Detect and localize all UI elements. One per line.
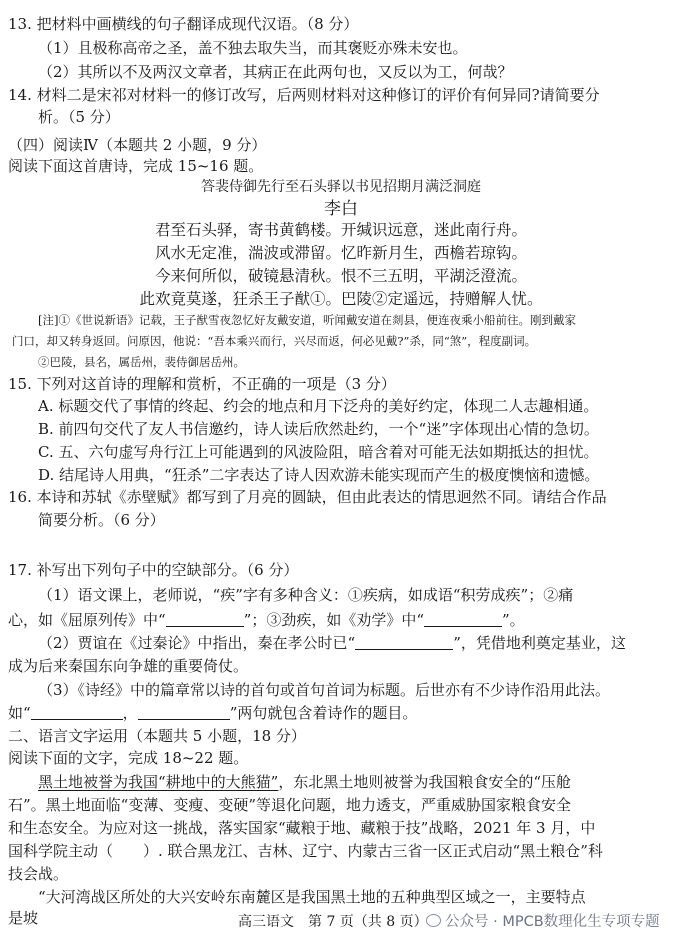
poem-line: 今来何所似，破镜悬清秋。恨不三五明，平湖泛澄流。 [154, 267, 527, 285]
q17-item-3-cont: 如“ ， ”两句就包含着诗作的题目。 [8, 704, 418, 722]
q13-item-2: （2）其所以不及两汉文章者，其病正在此两句也，又反以为工，何哉？ [38, 63, 513, 81]
q14-prompt-cont: 析。（5 分） [38, 108, 120, 126]
q13-prompt: 13. 把材料中画横线的句子翻译成现代汉语。（8 分） [8, 15, 359, 33]
poem-note: 门口，却又转身返回。问原因，他说：“吾本乘兴而行，兴尽而返，何必见戴?”杀，同“煞”，程度副词。 [12, 334, 537, 348]
answer-blank[interactable] [138, 704, 230, 720]
section-four-heading: （四）阅读Ⅳ（本题共 2 小题，9 分） [8, 136, 267, 154]
poem-note: [注]①《世说新语》记载，王子猷雪夜忽忆好友戴安道，听闻戴安道在剡县，便连夜乘小船前往。刚到戴家 [38, 313, 576, 327]
passage-line: “大河湾战区所处的大兴安岭东南麓区是我国黑土地的五种典型区域之一，主要特点 [38, 888, 586, 906]
passage-line: 和生态安全。为应对这一挑战，落实国家“藏粮于地、藏粮于技”战略，2021 年 3 月，中 [8, 819, 596, 837]
q13-item-1: （1）且极称高帝之圣，盖不独去取失当，而其褒贬亦殊未安也。 [38, 39, 468, 57]
q14-prompt: 14. 材料二是宋祁对材料一的修订改写，后两则材料对这种修订的评价有何异同?请简要分 [8, 86, 600, 104]
poem-author: 李白 [324, 199, 358, 219]
q15-option-d: D. 结尾诗人用典，“狂杀”二字表达了诗人因欢游未能实现而产生的极度懊恼和遗憾。 [38, 466, 600, 484]
wechat-icon [426, 914, 441, 927]
q16-prompt: 16. 本诗和苏轼《赤壁赋》都写到了月亮的圆缺，但由此表达的情思迥然不同。请结合作品 [8, 488, 607, 506]
answer-blank[interactable] [424, 611, 502, 627]
q17-item-1: （1）语文课上，老师说，“疾”字有多种含义：①疾病，如成语“积劳成疾”；②痛 [38, 586, 574, 604]
q17-item-2: （2）贾谊在《过秦论》中指出，秦在孝公时已“ ”，凭借地利奠定基业，这 [38, 634, 626, 652]
section-two-heading: 二、语言文字运用（本题共 5 小题，18 分） [8, 727, 306, 745]
answer-blank[interactable] [166, 611, 244, 627]
section-two-instruction: 阅读下面的文字，完成 18~22 题。 [8, 749, 249, 767]
passage-line: 黑土地被誉为我国“耕地中的大熊猫”，东北黑土地则被誉为我国粮食安全的“压舱 [38, 773, 572, 791]
passage-line: 石”。黑土地面临“变薄、变瘦、变硬”等退化问题，地力透支，严重威胁国家粮食安全 [8, 796, 572, 814]
q15-option-c: C. 五、六句虚写舟行江上可能遇到的风波险阻，暗含着对可能无法如期抵达的担忧。 [38, 443, 599, 461]
q17-item-1-cont: 心，如《屈原列传》中“ ”；③劲疾，如《劝学》中“ ”。 [8, 611, 525, 629]
poem-line: 君至石头驿，寄书黄鹤楼。开缄识远意，迷此南行舟。 [154, 221, 527, 239]
poem-line: 风水无定准，湍波或滞留。忆昨新月生，西檐若琼钩。 [154, 244, 527, 262]
poem-note: ②巴陵，县名，属岳州，裴侍御居岳州。 [38, 355, 245, 369]
q17-item-3: （3）《诗经》中的篇章常以诗的首句或首句首词为标题。后世亦有不少诗作沿用此法。 [38, 681, 611, 699]
section-four-instruction: 阅读下面这首唐诗，完成 15~16 题。 [8, 157, 264, 175]
passage-line: 技会战。 [8, 865, 69, 883]
q15-option-a: A. 标题交代了事情的终起、约会的地点和月下泛舟的美好约定，体现二人志趣相通。 [38, 397, 599, 415]
answer-blank[interactable] [31, 704, 123, 720]
q17-prompt: 17. 补写出下列句子中的空缺部分。（6 分） [8, 561, 299, 579]
page-number: 高三语文 第 7 页（共 8 页） [238, 914, 428, 930]
passage-line: 是坡 [8, 909, 39, 927]
q15-prompt: 15. 下列对这首诗的理解和赏析，不正确的一项是（3 分） [8, 375, 396, 393]
underlined-sentence: 黑土地被誉为我国“耕地中的大熊猫” [38, 773, 279, 791]
poem-title: 答裴侍御先行至石头驿以书见招期月满泛洞庭 [201, 179, 481, 195]
page-footer [0, 909, 682, 935]
watermark: 公众号 · MPCB数理化生专项专题 [426, 909, 660, 935]
poem-line: 此欢竟莫遂，狂杀王子猷①。巴陵②定遥远，持赠解人忧。 [139, 290, 543, 308]
q16-prompt-cont: 简要分析。（6 分） [38, 511, 165, 529]
q17-item-2-cont: 成为后来秦国东向争雄的重要倚仗。 [8, 657, 249, 675]
passage-line: 国科学院主动（ ）. 联合黑龙江、吉林、辽宁、内蒙古三省一区正式启动“黑土粮仓”科 [8, 842, 603, 860]
answer-blank[interactable] [355, 634, 453, 650]
q15-option-b: B. 前四句交代了友人书信邀约，诗人读后欣然赴约，一个“迷”字体现出心情的急切。 [38, 420, 599, 438]
